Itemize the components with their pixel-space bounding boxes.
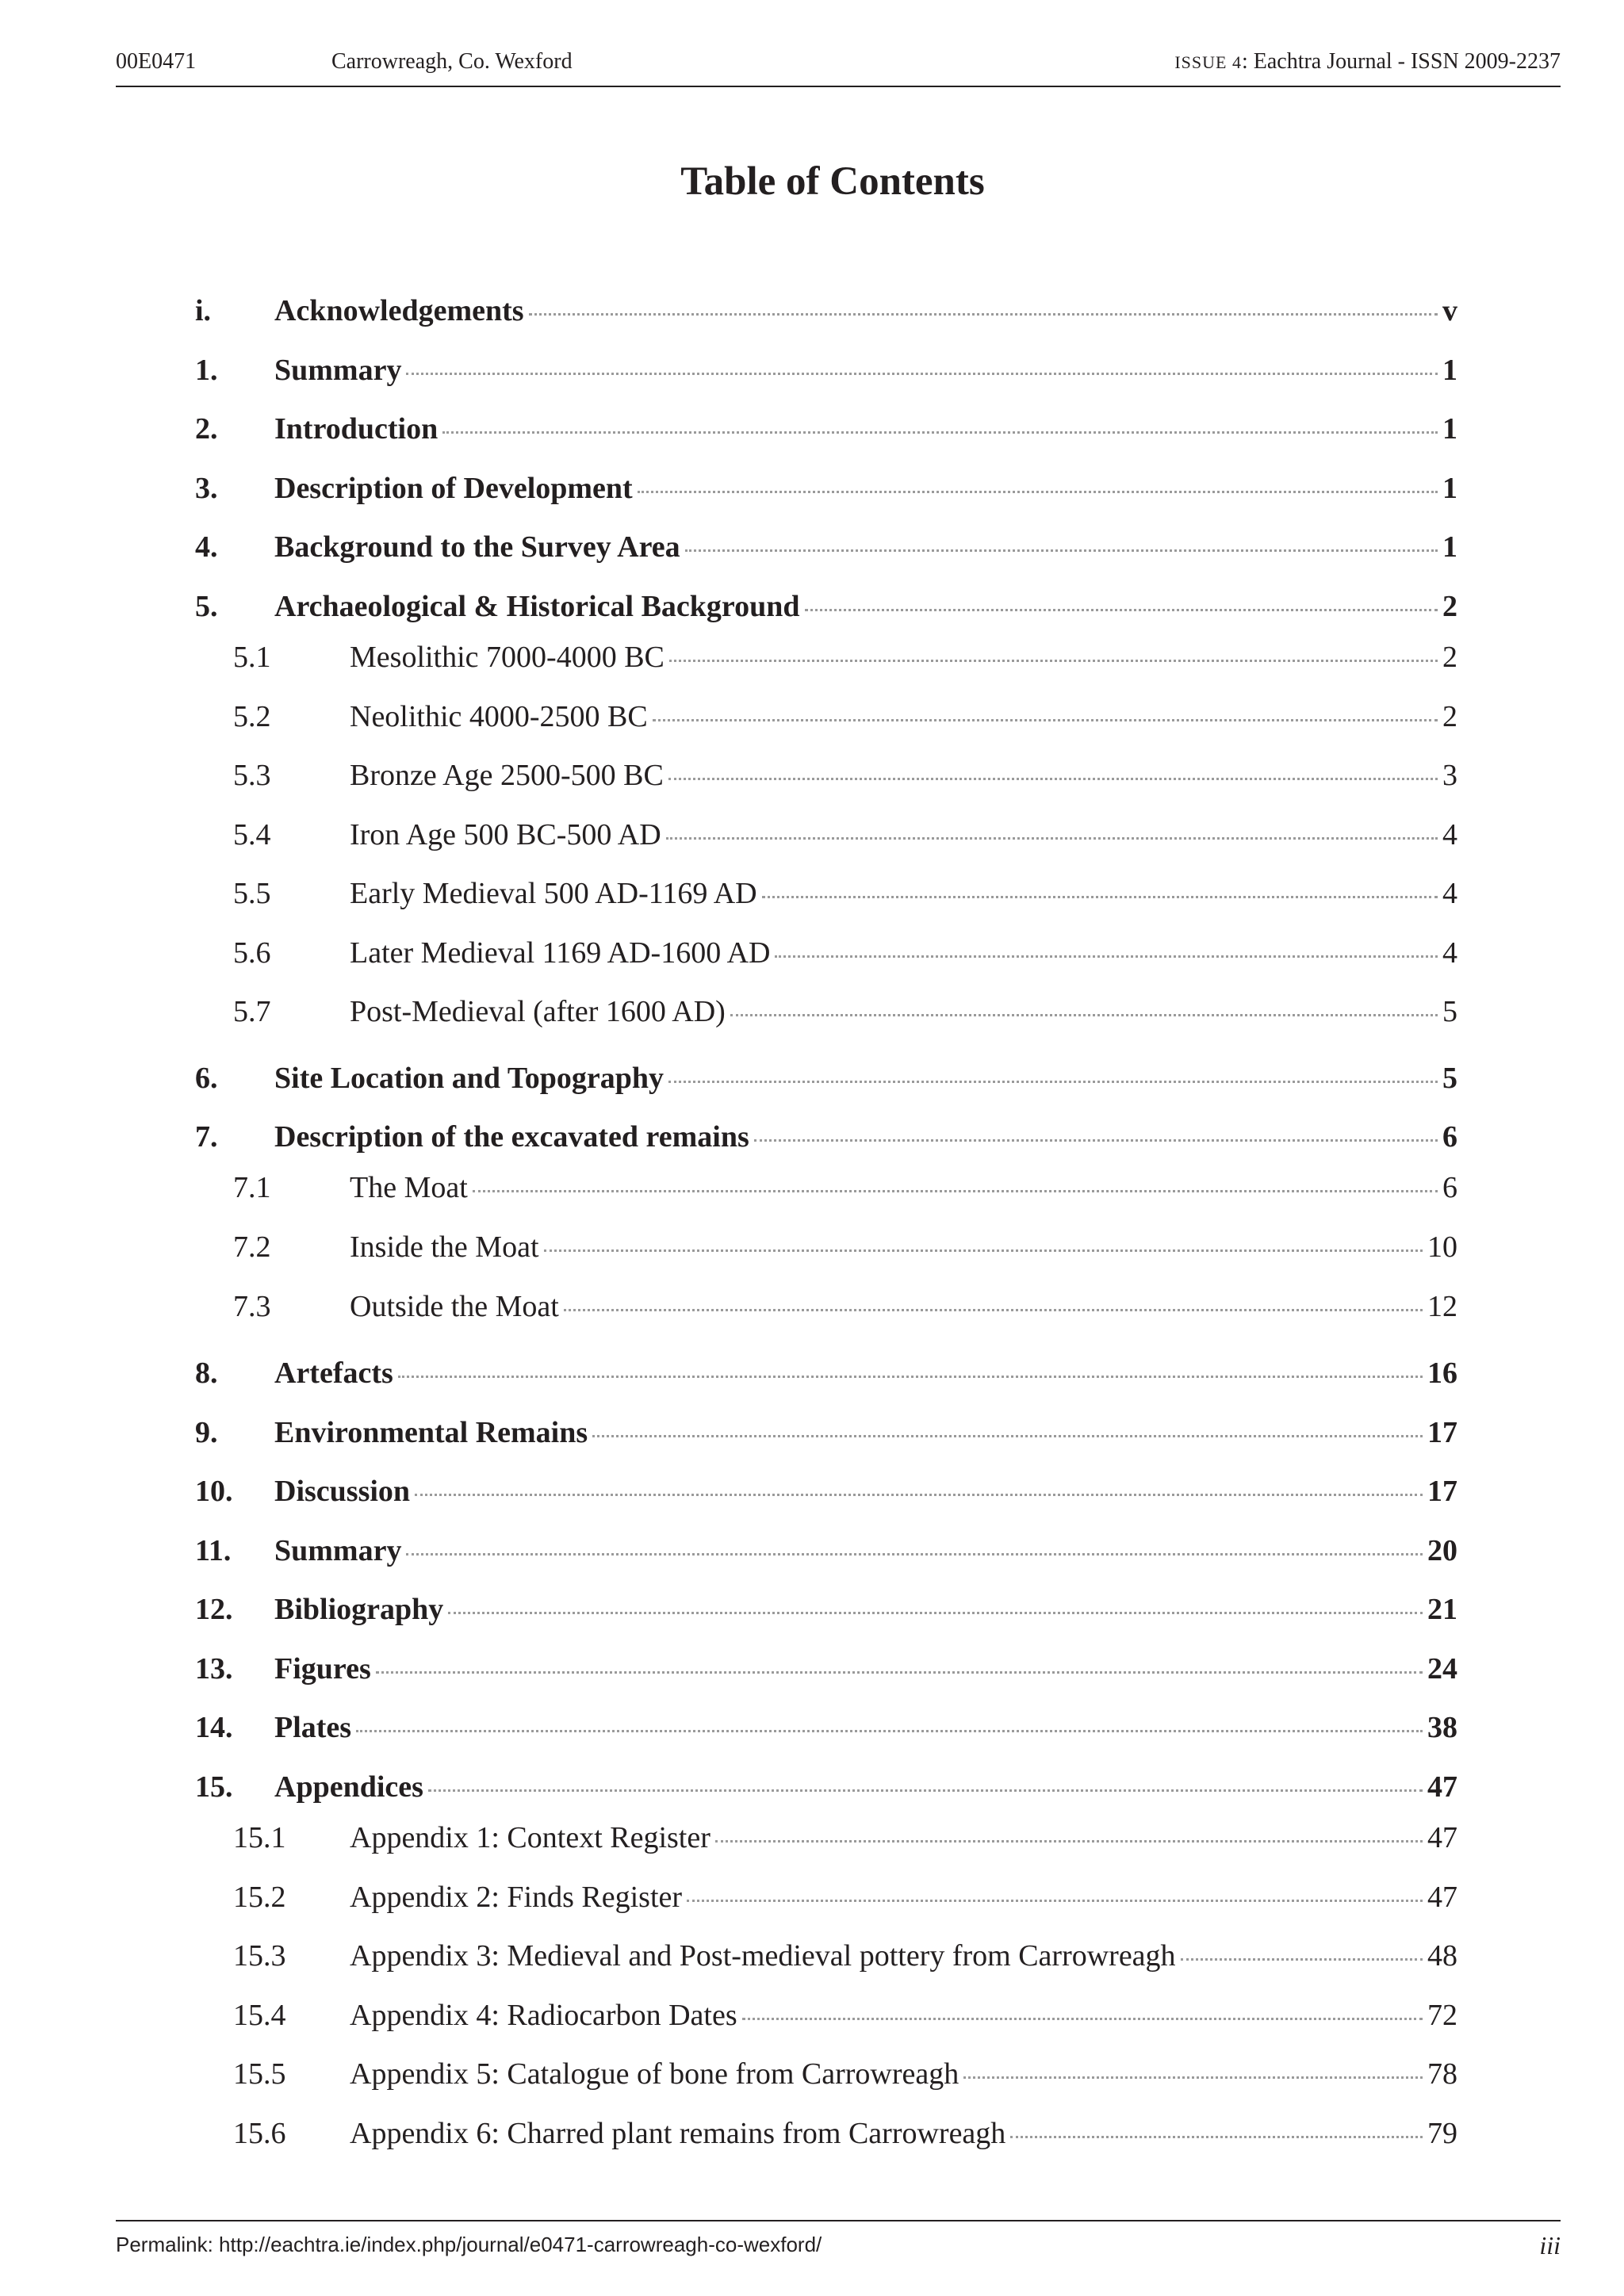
toc-page-number: 5 bbox=[1442, 1062, 1457, 1095]
toc-entry[interactable] bbox=[195, 1061, 1457, 1100]
dot-leader bbox=[406, 373, 1438, 375]
permalink[interactable]: Permalink: http://eachtra.ie/index.php/journal/e0471-carrowreagh-co-wexford/ bbox=[116, 2233, 822, 2256]
toc-number: 5.2 bbox=[233, 700, 271, 733]
dot-leader bbox=[666, 837, 1438, 840]
toc-title: Post-Medieval (after 1600 AD) bbox=[350, 995, 726, 1028]
toc-title: Summary bbox=[274, 1534, 402, 1567]
toc-page-number: 6 bbox=[1442, 1120, 1457, 1154]
toc-number: 4. bbox=[195, 530, 218, 564]
toc-number: 15.1 bbox=[233, 1821, 286, 1854]
toc-number: 7.3 bbox=[233, 1290, 271, 1323]
toc-number: 15.2 bbox=[233, 1881, 286, 1914]
toc-page-number: 2 bbox=[1442, 641, 1457, 674]
toc-page-number: 17 bbox=[1427, 1416, 1457, 1449]
toc-number: 2. bbox=[195, 412, 218, 446]
toc-number: 5.6 bbox=[233, 936, 271, 970]
toc-entry[interactable] bbox=[195, 530, 1457, 569]
toc-title: The Moat bbox=[350, 1171, 468, 1204]
toc-number: 15.4 bbox=[233, 1999, 286, 2032]
toc-number: i. bbox=[195, 294, 212, 327]
toc-title: Appendix 3: Medieval and Post-medieval pottery from Carrowreagh bbox=[350, 1939, 1176, 1973]
toc-title: Appendix 1: Context Register bbox=[350, 1821, 710, 1854]
toc-number: 5. bbox=[195, 590, 218, 623]
toc-entry[interactable] bbox=[195, 1770, 1457, 1809]
toc-number: 13. bbox=[195, 1652, 233, 1686]
toc-page-number: 47 bbox=[1427, 1881, 1457, 1914]
toc-title: Neolithic 4000-2500 BC bbox=[350, 700, 648, 733]
toc-page-number: 2 bbox=[1442, 590, 1457, 623]
dot-leader bbox=[1181, 1958, 1423, 1961]
dot-leader bbox=[775, 955, 1438, 958]
toc-number: 11. bbox=[195, 1534, 232, 1567]
dot-leader bbox=[592, 1435, 1423, 1437]
toc-number: 10. bbox=[195, 1475, 233, 1508]
page-title: Table of Contents bbox=[680, 159, 985, 204]
page-footer bbox=[116, 2220, 1561, 2269]
toc-number: 6. bbox=[195, 1062, 218, 1095]
toc-subentry[interactable] bbox=[195, 758, 1457, 798]
dot-leader bbox=[730, 1014, 1438, 1016]
toc-title: Inside the Moat bbox=[350, 1230, 539, 1264]
site-location: Carrowreagh, Co. Wexford bbox=[331, 49, 573, 74]
toc-entry[interactable] bbox=[195, 1356, 1457, 1395]
toc-number: 12. bbox=[195, 1593, 233, 1626]
toc-title: Environmental Remains bbox=[274, 1416, 588, 1449]
toc-title: Appendix 5: Catalogue of bone from Carrowreagh bbox=[350, 2057, 959, 2091]
dot-leader bbox=[376, 1671, 1423, 1674]
toc-entry[interactable] bbox=[195, 293, 1457, 333]
dot-leader bbox=[529, 313, 1438, 316]
toc-entry[interactable] bbox=[195, 1474, 1457, 1513]
dot-leader bbox=[754, 1139, 1438, 1142]
toc-page-number: 4 bbox=[1442, 936, 1457, 970]
toc-subentry[interactable] bbox=[195, 699, 1457, 739]
toc-number: 9. bbox=[195, 1416, 218, 1449]
toc-number: 15.5 bbox=[233, 2057, 286, 2091]
toc-subentry[interactable] bbox=[195, 936, 1457, 975]
journal-name: : Eachtra Journal - ISSN 2009-2237 bbox=[1241, 49, 1561, 74]
dot-leader bbox=[963, 2076, 1423, 2079]
dot-leader bbox=[473, 1190, 1438, 1192]
toc-subentry[interactable] bbox=[195, 817, 1457, 857]
toc-number: 7. bbox=[195, 1120, 218, 1154]
toc-title: Acknowledgements bbox=[274, 294, 524, 327]
toc-title: Bibliography bbox=[274, 1593, 444, 1626]
toc-title: Artefacts bbox=[274, 1357, 393, 1390]
toc-entry[interactable] bbox=[195, 471, 1457, 511]
toc-entry[interactable] bbox=[195, 1119, 1457, 1159]
toc-entry[interactable] bbox=[195, 1651, 1457, 1691]
toc-page-number: v bbox=[1442, 294, 1457, 327]
toc-page-number: 16 bbox=[1427, 1357, 1457, 1390]
toc-entry[interactable] bbox=[195, 1415, 1457, 1455]
toc-title: Appendix 4: Radiocarbon Dates bbox=[350, 1999, 737, 2032]
toc-page-number: 17 bbox=[1427, 1475, 1457, 1508]
toc-page-number: 48 bbox=[1427, 1939, 1457, 1973]
toc-number: 1. bbox=[195, 354, 218, 387]
toc-page-number: 12 bbox=[1427, 1290, 1457, 1323]
toc-subentry[interactable] bbox=[195, 1230, 1457, 1269]
toc-page-number: 10 bbox=[1427, 1230, 1457, 1264]
toc-number: 3. bbox=[195, 472, 218, 505]
toc-page-number: 6 bbox=[1442, 1171, 1457, 1204]
toc-subentry[interactable] bbox=[195, 2116, 1457, 2156]
dot-leader bbox=[406, 1553, 1423, 1556]
dot-leader bbox=[398, 1376, 1423, 1378]
toc-title: Site Location and Topography bbox=[274, 1062, 664, 1095]
toc-number: 5.3 bbox=[233, 759, 271, 792]
toc-title: Discussion bbox=[274, 1475, 411, 1508]
toc-number: 8. bbox=[195, 1357, 218, 1390]
toc-entry[interactable] bbox=[195, 1592, 1457, 1632]
toc-page-number: 21 bbox=[1427, 1593, 1457, 1626]
toc-number: 7.1 bbox=[233, 1171, 271, 1204]
page-header bbox=[116, 49, 1561, 87]
toc-entry[interactable] bbox=[195, 353, 1457, 392]
toc-page-number: 4 bbox=[1442, 877, 1457, 910]
toc-subentry[interactable] bbox=[195, 1880, 1457, 1919]
toc-page-number: 4 bbox=[1442, 818, 1457, 851]
toc-title: Figures bbox=[274, 1652, 371, 1686]
toc-page-number: 38 bbox=[1427, 1711, 1457, 1744]
dot-leader bbox=[668, 778, 1438, 780]
toc-title: Summary bbox=[274, 354, 402, 387]
dot-leader bbox=[669, 660, 1438, 662]
dot-leader bbox=[448, 1612, 1423, 1614]
toc-title: Introduction bbox=[274, 412, 439, 446]
toc-title: Mesolithic 7000-4000 BC bbox=[350, 641, 665, 674]
toc-entry[interactable] bbox=[195, 1533, 1457, 1573]
toc-title: Appendix 2: Finds Register bbox=[350, 1881, 683, 1914]
toc-title: Plates bbox=[274, 1711, 352, 1744]
dot-leader bbox=[442, 431, 1438, 434]
toc-page-number: 47 bbox=[1427, 1770, 1457, 1804]
toc-number: 15. bbox=[195, 1770, 233, 1804]
toc-title: Iron Age 500 BC-500 AD bbox=[350, 818, 661, 851]
toc-title: Archaeological & Historical Background bbox=[274, 590, 800, 623]
dot-leader bbox=[685, 549, 1438, 552]
toc-page-number: 20 bbox=[1427, 1534, 1457, 1567]
toc-title: Background to the Survey Area bbox=[274, 530, 680, 564]
toc-page-number: 47 bbox=[1427, 1821, 1457, 1854]
toc-page-number: 3 bbox=[1442, 759, 1457, 792]
toc-page-number: 24 bbox=[1427, 1652, 1457, 1686]
toc-title: Bronze Age 2500-500 BC bbox=[350, 759, 664, 792]
toc-entry[interactable] bbox=[195, 589, 1457, 629]
toc-number: 15.3 bbox=[233, 1939, 286, 1973]
dot-leader bbox=[638, 491, 1438, 493]
dot-leader bbox=[668, 1081, 1438, 1083]
toc-page-number: 5 bbox=[1442, 995, 1457, 1028]
toc-page-number: 78 bbox=[1427, 2057, 1457, 2091]
toc-number: 7.2 bbox=[233, 1230, 271, 1264]
dot-leader bbox=[715, 1840, 1423, 1843]
journal-issue bbox=[1174, 49, 1561, 75]
toc-page-number: 72 bbox=[1427, 1999, 1457, 2032]
toc-page-number: 2 bbox=[1442, 700, 1457, 733]
toc-subentry[interactable] bbox=[195, 2057, 1457, 2096]
toc-subentry[interactable] bbox=[195, 1820, 1457, 1860]
dot-leader bbox=[564, 1309, 1423, 1311]
toc-number: 5.7 bbox=[233, 995, 271, 1028]
toc-title: Early Medieval 500 AD-1169 AD bbox=[350, 877, 757, 910]
dot-leader bbox=[742, 2018, 1423, 2020]
toc-subentry[interactable] bbox=[195, 994, 1457, 1034]
dot-leader bbox=[653, 719, 1438, 721]
toc-title: Appendices bbox=[274, 1770, 423, 1804]
report-code: 00E0471 bbox=[116, 49, 197, 74]
dot-leader bbox=[805, 609, 1438, 611]
toc-subentry[interactable] bbox=[195, 876, 1457, 916]
toc-title: Outside the Moat bbox=[350, 1290, 559, 1323]
toc-page-number: 1 bbox=[1442, 472, 1457, 505]
toc-subentry[interactable] bbox=[195, 1938, 1457, 1978]
page-number: iii bbox=[1539, 2231, 1561, 2260]
dot-leader bbox=[544, 1249, 1423, 1252]
toc-subentry[interactable] bbox=[195, 1289, 1457, 1329]
toc-title: Description of Development bbox=[274, 472, 633, 505]
toc-number: 5.4 bbox=[233, 818, 271, 851]
toc-entry[interactable] bbox=[195, 1710, 1457, 1750]
dot-leader bbox=[762, 896, 1438, 898]
toc-subentry[interactable] bbox=[195, 640, 1457, 679]
dot-leader bbox=[1010, 2136, 1423, 2138]
toc-page-number: 1 bbox=[1442, 354, 1457, 387]
toc-entry[interactable] bbox=[195, 411, 1457, 451]
toc-number: 14. bbox=[195, 1711, 233, 1744]
toc-page-number: 79 bbox=[1427, 2117, 1457, 2150]
toc-title: Later Medieval 1169 AD-1600 AD bbox=[350, 936, 771, 970]
toc-title: Appendix 6: Charred plant remains from Carrowreagh bbox=[350, 2117, 1006, 2150]
toc-subentry[interactable] bbox=[195, 1998, 1457, 2038]
toc-number: 5.1 bbox=[233, 641, 271, 674]
toc-subentry[interactable] bbox=[195, 1170, 1457, 1210]
dot-leader bbox=[356, 1730, 1423, 1732]
dot-leader bbox=[687, 1900, 1423, 1902]
toc-title: Description of the excavated remains bbox=[274, 1120, 749, 1154]
toc-page-number: 1 bbox=[1442, 412, 1457, 446]
dot-leader bbox=[428, 1789, 1423, 1792]
toc-number: 5.5 bbox=[233, 877, 271, 910]
toc-number: 15.6 bbox=[233, 2117, 286, 2150]
issue-number: ISSUE 4 bbox=[1174, 52, 1242, 72]
dot-leader bbox=[415, 1494, 1423, 1496]
toc-page-number: 1 bbox=[1442, 530, 1457, 564]
